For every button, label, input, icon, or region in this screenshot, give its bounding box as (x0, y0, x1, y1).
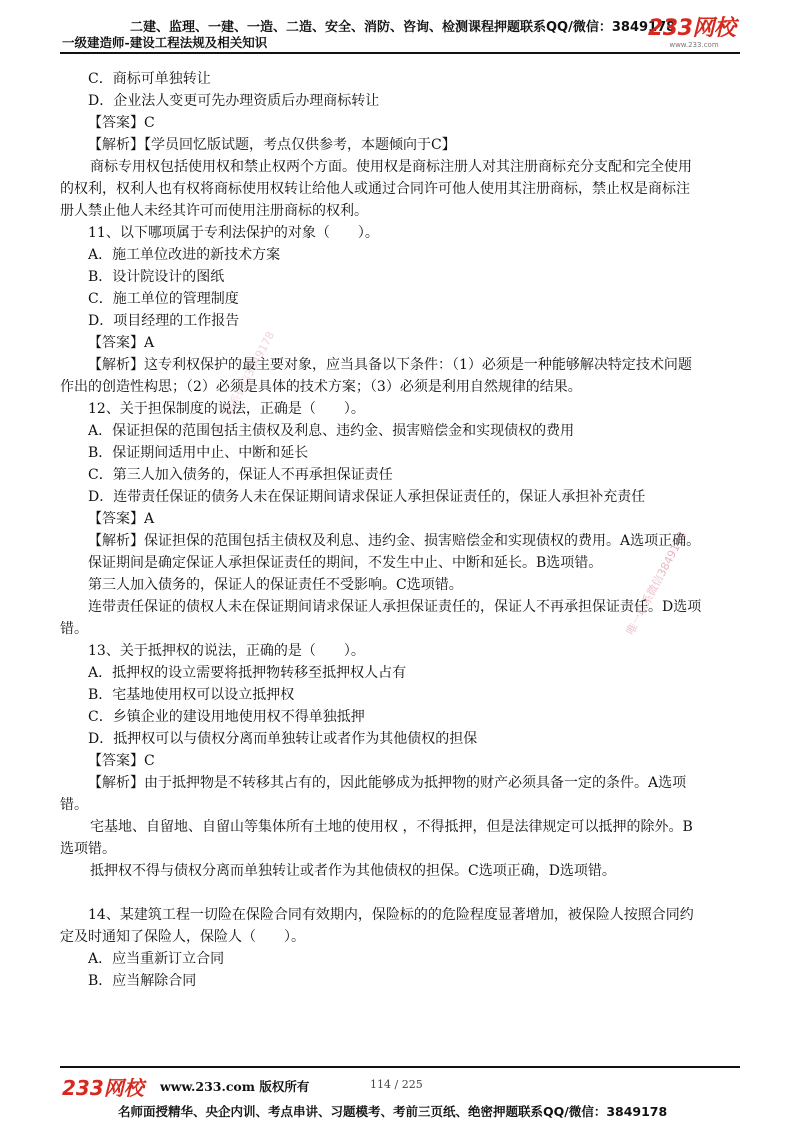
option-line: B．应当解除合同 (88, 973, 197, 989)
analysis-text: 册人禁止他人未经其许可而使用注册商标的权利。 (60, 203, 368, 219)
answer-line: 【答案】C (88, 115, 155, 131)
option-line: B．宅基地使用权可以设立抵押权 (88, 687, 295, 703)
option-line: A．应当重新订立合同 (88, 951, 225, 967)
option-line: B．设计院设计的图纸 (88, 269, 225, 285)
option-line: A．施工单位改进的新技术方案 (88, 247, 281, 263)
option-line: C．施工单位的管理制度 (88, 291, 239, 307)
analysis-text: 连带责任保证的债权人未在保证期间请求保证人承担保证责任的，保证人不再承担保证责任。D选项 (88, 599, 702, 615)
option-line: C．商标可单独转让 (88, 71, 211, 87)
footer-logo: 233网校 (62, 1076, 144, 1100)
option-line: B．保证期间适用中止、中断和延长 (88, 445, 309, 461)
footer-promo-line: 名师面授精华、央企内训、考点串讲、习题模考、考前三页纸、绝密押题联系QQ/微信：3849178 (118, 1104, 668, 1119)
option-line: D．项目经理的工作报告 (88, 313, 240, 329)
analysis-text: 错。 (60, 797, 88, 813)
analysis-text: 的权利，权利人也有权将商标使用权转让给他人或通过合同许可他人使用其注册商标，禁止权是商标注 (60, 181, 690, 197)
option-line: A．抵押权的设立需要将抵押物转移至抵押权人占有 (88, 665, 407, 681)
paragraph-gap (60, 882, 750, 904)
question-line: 定及时通知了保险人，保险人（ ）。 (60, 929, 305, 945)
analysis-text: 商标专用权包括使用权和禁止权两个方面。使用权是商标注册人对其注册商标充分支配和完全使用 (90, 159, 692, 175)
header-divider (60, 52, 740, 54)
question-line: 12、关于担保制度的说法，正确是（ ）。 (88, 401, 365, 417)
analysis-text: 抵押权不得与债权分离而单独转让或者作为其他债权的担保。C选项正确，D选项错。 (90, 863, 616, 879)
option-line: A．保证担保的范围包括主债权及利息、违约金、损害赔偿金和实现债权的费用 (88, 423, 575, 439)
header-top-line: 二建、监理、一建、一造、二造、安全、消防、咨询、检测课程押题联系QQ/微信：3849178 (130, 20, 676, 35)
question-line: 11、以下哪项属于专利法保护的对象（ ）。 (88, 225, 379, 241)
answer-line: 【答案】A (88, 335, 155, 351)
option-line: D．企业法人变更可先办理资质后办理商标转让 (88, 93, 380, 109)
answer-line: 【答案】C (88, 753, 155, 769)
analysis-text: 第三人加入债务的，保证人的保证责任不受影响。C选项错。 (88, 577, 463, 593)
question-line: 13、关于抵押权的说法，正确的是（ ）。 (88, 643, 365, 659)
analysis-line: 【解析】由于抵押物是不转移其占有的，因此能够成为抵押物的财产必须具备一定的条件。A选项 (88, 775, 687, 791)
brand-logo (648, 18, 740, 49)
option-line: C．乡镇企业的建设用地使用权不得单独抵押 (88, 709, 365, 725)
analysis-text: 宅基地、自留地、自留山等集体所有土地的使用权 ，不得抵押，但是法律规定可以抵押的除外。B (90, 819, 693, 835)
option-line: C．第三人加入债务的，保证人不再承担保证责任 (88, 467, 393, 483)
analysis-text: 保证期间是确定保证人承担保证责任的期间，不发生中止、中断和延长。B选项错。 (88, 555, 603, 571)
logo-text: 233网校 (648, 16, 736, 41)
analysis-text: 选项错。 (60, 841, 116, 857)
question-line: 14、某建筑工程一切险在保险合同有效期内，保险标的的危险程度显著增加，被保险人按照合同约 (88, 907, 694, 923)
footer-divider (60, 1066, 740, 1068)
footer-copyright: www.233.com 版权所有 (160, 1079, 310, 1094)
watermark-left: 唯一联系微信3849178 (211, 329, 278, 438)
analysis-line: 【解析】【学员回忆版试题，考点仅供参考，本题倾向于C】 (88, 137, 456, 153)
page-number: 114 / 225 (370, 1078, 423, 1091)
document-subtitle: 一级建造师-建设工程法规及相关知识 (62, 35, 268, 50)
analysis-line: 【解析】这专利权保护的最主要对象，应当具备以下条件：（1）必须是一种能够解决特定技术问题 (88, 357, 692, 373)
watermark-right: 唯一联系微信3849178 (623, 529, 690, 638)
analysis-text: 错。 (60, 621, 88, 637)
logo-url: www.233.com (669, 41, 719, 49)
answer-line: 【答案】A (88, 511, 155, 527)
analysis-line: 【解析】保证担保的范围包括主债权及利息、违约金、损害赔偿金和实现债权的费用。A选项正确。 (88, 533, 701, 549)
analysis-text: 作出的创造性构思；（2）必须是具体的技术方案；（3）必须是利用自然规律的结果。 (60, 379, 582, 395)
option-line: D．连带责任保证的债务人未在保证期间请求保证人承担保证责任的，保证人承担补充责任 (88, 489, 646, 505)
option-line: D．抵押权可以与债权分离而单独转让或者作为其他债权的担保 (88, 731, 478, 747)
document-body (60, 68, 750, 992)
